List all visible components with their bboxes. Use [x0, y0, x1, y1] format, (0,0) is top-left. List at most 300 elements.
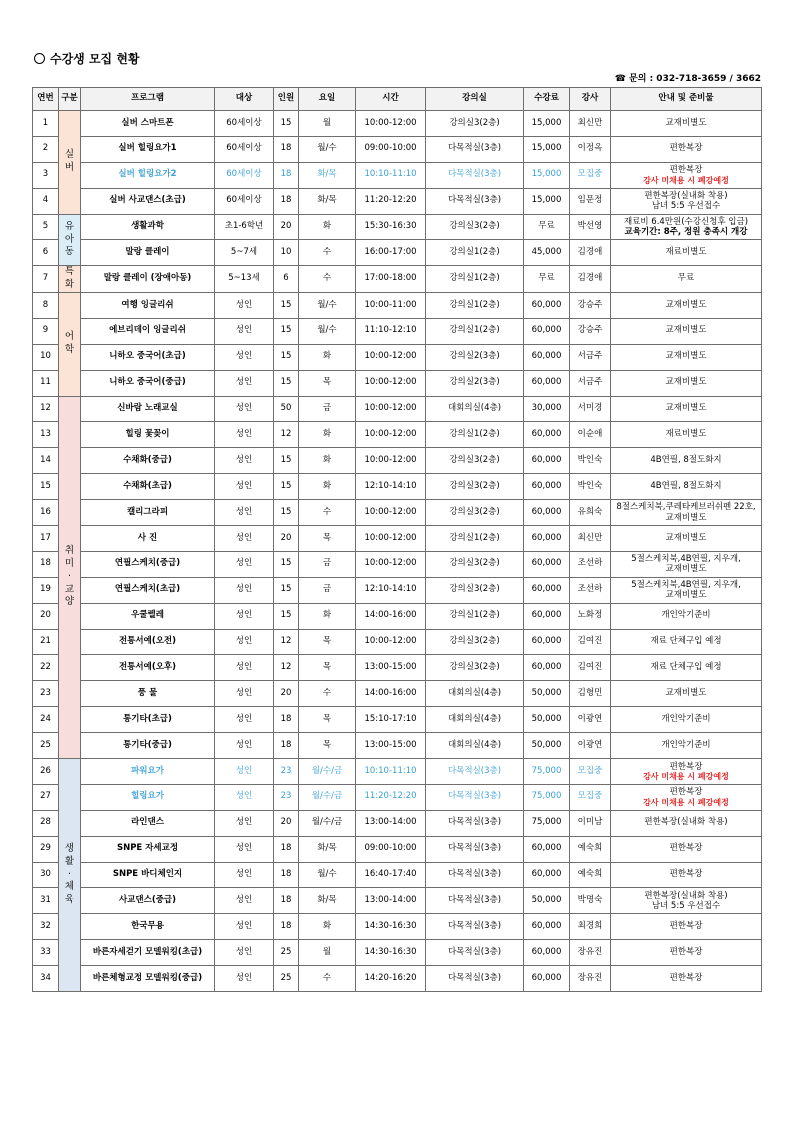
program-cell: 말랑 클레이 — [81, 240, 215, 266]
capacity-cell: 15 — [274, 344, 299, 370]
instructor-cell: 서금주 — [570, 370, 611, 396]
fee-cell: 60,000 — [524, 655, 570, 681]
table-row — [33, 266, 762, 293]
capacity-cell: 15 — [274, 370, 299, 396]
guide-cell — [611, 629, 762, 655]
capacity-cell: 20 — [274, 810, 299, 836]
guide-cell — [611, 759, 762, 785]
guide-cell — [611, 396, 762, 422]
target-cell: 성인 — [215, 759, 274, 785]
fee-cell: 75,000 — [524, 810, 570, 836]
fee-cell: 무료 — [524, 214, 570, 240]
capacity-cell: 12 — [274, 629, 299, 655]
capacity-cell: 15 — [274, 448, 299, 474]
target-cell: 60세이상 — [215, 162, 274, 188]
table-row — [33, 707, 762, 733]
guide-note: 4B연필, 8절도화지 — [650, 454, 722, 465]
time-cell: 13:00-15:00 — [356, 733, 426, 759]
instructor-cell: 강승주 — [570, 318, 611, 344]
target-cell: 성인 — [215, 422, 274, 448]
table-row — [33, 966, 762, 992]
guide-note: 개인악기준비 — [661, 610, 711, 621]
guide-note: 교재비별도 — [665, 377, 707, 388]
column-header: 요일 — [299, 88, 356, 111]
days-cell: 월/수/금 — [299, 810, 356, 836]
target-cell: 성인 — [215, 784, 274, 810]
guide-cell — [611, 344, 762, 370]
row-number-cell: 3 — [33, 162, 59, 188]
room-cell: 다목적실(3층) — [426, 862, 524, 888]
room-cell: 대회의실(4층) — [426, 733, 524, 759]
row-number-cell: 32 — [33, 914, 59, 940]
fee-cell: 60,000 — [524, 551, 570, 577]
target-cell: 성인 — [215, 966, 274, 992]
table-row — [33, 888, 762, 914]
guide-cell — [611, 551, 762, 577]
table-row — [33, 629, 762, 655]
days-cell: 화 — [299, 214, 356, 240]
guide-cell — [611, 136, 762, 162]
fee-cell: 60,000 — [524, 344, 570, 370]
room-cell: 다목적실(3층) — [426, 784, 524, 810]
table-row — [33, 603, 762, 629]
table-row — [33, 784, 762, 810]
instructor-cell: 장유진 — [570, 966, 611, 992]
time-cell: 13:00-14:00 — [356, 888, 426, 914]
capacity-cell: 18 — [274, 188, 299, 214]
instructor-cell: 노화정 — [570, 603, 611, 629]
room-cell: 다목적실(3층) — [426, 914, 524, 940]
guide-cell — [611, 784, 762, 810]
program-cell: 사 진 — [81, 525, 215, 551]
days-cell: 월 — [299, 940, 356, 966]
guide-cell — [611, 266, 762, 293]
instructor-cell: 김여진 — [570, 629, 611, 655]
room-cell: 강의실3(2층) — [426, 577, 524, 603]
row-number-cell: 28 — [33, 810, 59, 836]
guide-note: 교재비별도 — [665, 532, 707, 543]
guide-note: 편한복장 — [669, 843, 703, 854]
program-cell: SNPE 자세교정 — [81, 836, 215, 862]
room-cell: 다목적실(3층) — [426, 836, 524, 862]
category-label: 특화 — [64, 266, 75, 291]
guide-note: 교재비별도 — [665, 512, 707, 523]
guide-note: 교재비별도 — [665, 564, 707, 575]
time-cell: 14:00-16:00 — [356, 681, 426, 707]
target-cell: 성인 — [215, 603, 274, 629]
row-number-cell: 34 — [33, 966, 59, 992]
capacity-cell: 15 — [274, 500, 299, 526]
table-row — [33, 344, 762, 370]
column-header: 안내 및 준비물 — [611, 88, 762, 111]
time-cell: 14:30-16:30 — [356, 940, 426, 966]
days-cell: 화/목 — [299, 836, 356, 862]
capacity-cell: 25 — [274, 940, 299, 966]
time-cell: 11:10-12:10 — [356, 318, 426, 344]
target-cell: 성인 — [215, 551, 274, 577]
guide-note: 편한복장 — [669, 946, 703, 957]
row-number-cell: 21 — [33, 629, 59, 655]
row-number-cell: 23 — [33, 681, 59, 707]
capacity-cell: 18 — [274, 733, 299, 759]
days-cell: 목 — [299, 655, 356, 681]
fee-cell: 60,000 — [524, 292, 570, 318]
target-cell: 성인 — [215, 733, 274, 759]
table-row — [33, 759, 762, 785]
days-cell: 화 — [299, 603, 356, 629]
fee-cell: 60,000 — [524, 422, 570, 448]
instructor-cell: 장유진 — [570, 940, 611, 966]
row-number-cell: 2 — [33, 136, 59, 162]
category-label: 취미·교양 — [64, 545, 75, 608]
program-cell: 라인댄스 — [81, 810, 215, 836]
time-cell: 11:20-12:20 — [356, 784, 426, 810]
capacity-cell: 15 — [274, 318, 299, 344]
room-cell: 다목적실(3층) — [426, 888, 524, 914]
room-cell: 대회의실(4층) — [426, 396, 524, 422]
target-cell: 성인 — [215, 707, 274, 733]
time-cell: 16:40-17:40 — [356, 862, 426, 888]
days-cell: 수 — [299, 681, 356, 707]
row-number-cell: 20 — [33, 603, 59, 629]
room-cell: 다목적실(3층) — [426, 759, 524, 785]
table-row — [33, 940, 762, 966]
room-cell: 강의실1(2층) — [426, 422, 524, 448]
fee-cell: 50,000 — [524, 681, 570, 707]
room-cell: 다목적실(3층) — [426, 940, 524, 966]
time-cell: 10:00-12:00 — [356, 370, 426, 396]
target-cell: 성인 — [215, 655, 274, 681]
page-title-text: 수강생 모집 현황 — [50, 52, 140, 66]
fee-cell: 50,000 — [524, 888, 570, 914]
row-number-cell: 30 — [33, 862, 59, 888]
capacity-cell: 15 — [274, 292, 299, 318]
capacity-cell: 23 — [274, 784, 299, 810]
target-cell: 60세이상 — [215, 188, 274, 214]
table-row — [33, 914, 762, 940]
days-cell: 화 — [299, 344, 356, 370]
column-header: 강의실 — [426, 88, 524, 111]
instructor-cell: 최신만 — [570, 525, 611, 551]
guide-note: 교재비별도 — [665, 403, 707, 414]
guide-cell — [611, 370, 762, 396]
room-cell: 강의실3(2층) — [426, 448, 524, 474]
program-cell: 전통서예(오전) — [81, 629, 215, 655]
room-cell: 강의실1(2층) — [426, 318, 524, 344]
program-cell: 실버 힐링요가1 — [81, 136, 215, 162]
table-header-row — [33, 88, 762, 111]
program-cell: 니하오 중국어(초급) — [81, 344, 215, 370]
table-row — [33, 292, 762, 318]
time-cell: 10:00-12:00 — [356, 629, 426, 655]
fee-cell: 45,000 — [524, 240, 570, 266]
room-cell: 강의실2(3층) — [426, 344, 524, 370]
category-label: 실버 — [64, 149, 75, 174]
row-number-cell: 9 — [33, 318, 59, 344]
row-number-cell: 7 — [33, 266, 59, 293]
target-cell: 60세이상 — [215, 136, 274, 162]
column-header: 프로그램 — [81, 88, 215, 111]
table-row — [33, 370, 762, 396]
days-cell: 화 — [299, 448, 356, 474]
guide-cell — [611, 188, 762, 214]
guide-cell — [611, 448, 762, 474]
capacity-cell: 50 — [274, 396, 299, 422]
time-cell: 10:00-12:00 — [356, 344, 426, 370]
room-cell: 강의실1(2층) — [426, 525, 524, 551]
fee-cell: 무료 — [524, 266, 570, 293]
capacity-cell: 10 — [274, 240, 299, 266]
room-cell: 강의실3(2층) — [426, 500, 524, 526]
program-cell: 수채화(중급) — [81, 448, 215, 474]
guide-cell — [611, 318, 762, 344]
guide-note: 개인악기준비 — [661, 739, 711, 750]
days-cell: 목 — [299, 370, 356, 396]
target-cell: 성인 — [215, 344, 274, 370]
row-number-cell: 10 — [33, 344, 59, 370]
days-cell: 월/수 — [299, 136, 356, 162]
program-cell: 실버 스마트폰 — [81, 111, 215, 137]
capacity-cell: 15 — [274, 577, 299, 603]
program-cell: 전통서예(오후) — [81, 655, 215, 681]
guide-cell — [611, 810, 762, 836]
instructor-cell: 김경애 — [570, 240, 611, 266]
category-label: 생활·체육 — [64, 842, 75, 906]
fee-cell: 60,000 — [524, 966, 570, 992]
guide-note: 편한복장 — [669, 869, 703, 880]
column-header: 시간 — [356, 88, 426, 111]
time-cell: 10:00-12:00 — [356, 448, 426, 474]
capacity-cell: 6 — [274, 266, 299, 293]
row-number-cell: 4 — [33, 188, 59, 214]
fee-cell: 60,000 — [524, 629, 570, 655]
program-cell: 사교댄스(중급) — [81, 888, 215, 914]
fee-cell: 60,000 — [524, 603, 570, 629]
time-cell: 13:00-14:00 — [356, 810, 426, 836]
guide-note: 재료 단체구입 예정 — [650, 662, 722, 672]
guide-cell — [611, 603, 762, 629]
circle-bullet-icon — [34, 53, 45, 64]
days-cell: 화 — [299, 914, 356, 940]
guide-note: 편한복장 — [669, 165, 703, 176]
row-number-cell: 27 — [33, 784, 59, 810]
program-cell: 실버 힐링요가2 — [81, 162, 215, 188]
guide-note: 편한복장 — [669, 761, 703, 772]
table-row — [33, 551, 762, 577]
room-cell: 강의실3(2층) — [426, 551, 524, 577]
instructor-cell: 강승주 — [570, 292, 611, 318]
cancellation-warning: 강사 미채용 시 폐강예정 — [643, 771, 729, 781]
room-cell: 강의실2(3층) — [426, 370, 524, 396]
time-cell: 13:00-15:00 — [356, 655, 426, 681]
days-cell: 화/목 — [299, 162, 356, 188]
guide-cell — [611, 525, 762, 551]
program-cell: 풍 물 — [81, 681, 215, 707]
time-cell: 11:20-12:20 — [356, 188, 426, 214]
instructor-cell: 모집중 — [570, 784, 611, 810]
guide-note: 편한복장 — [669, 143, 703, 154]
target-cell: 성인 — [215, 940, 274, 966]
guide-cell — [611, 707, 762, 733]
row-number-cell: 25 — [33, 733, 59, 759]
table-row — [33, 111, 762, 137]
room-cell: 강의실1(2층) — [426, 292, 524, 318]
contact-info: ☎ 문의 : 032-718-3659 / 3662 — [614, 74, 761, 84]
target-cell: 성인 — [215, 888, 274, 914]
instructor-cell: 박인숙 — [570, 474, 611, 500]
instructor-cell: 서미경 — [570, 396, 611, 422]
days-cell: 금 — [299, 396, 356, 422]
guide-cell — [611, 733, 762, 759]
row-number-cell: 24 — [33, 707, 59, 733]
instructor-cell: 이광연 — [570, 733, 611, 759]
guide-note: 개인악기준비 — [661, 713, 711, 724]
capacity-cell: 15 — [274, 474, 299, 500]
guide-note: 재료비별도 — [665, 247, 707, 258]
table-row — [33, 188, 762, 214]
target-cell: 초1-6학년 — [215, 214, 274, 240]
program-cell: 통기타(중급) — [81, 733, 215, 759]
days-cell: 화 — [299, 474, 356, 500]
days-cell: 월/수 — [299, 862, 356, 888]
guide-note: 남녀 5:5 우선접수 — [651, 900, 721, 911]
guide-note: 편한복장(실내화 착용) — [644, 817, 728, 828]
days-cell: 수 — [299, 500, 356, 526]
days-cell: 화/목 — [299, 188, 356, 214]
row-number-cell: 12 — [33, 396, 59, 422]
target-cell: 성인 — [215, 914, 274, 940]
time-cell: 10:10-11:10 — [356, 759, 426, 785]
capacity-cell: 12 — [274, 655, 299, 681]
capacity-cell: 15 — [274, 603, 299, 629]
guide-note: 8절스케치북,쿠레타케브러쉬펜 22호, — [616, 502, 756, 513]
row-number-cell: 14 — [33, 448, 59, 474]
instructor-cell: 이순애 — [570, 422, 611, 448]
capacity-cell: 15 — [274, 551, 299, 577]
guide-note: 남녀 5:5 우선접수 — [651, 201, 721, 212]
capacity-cell: 20 — [274, 681, 299, 707]
guide-note: 편한복장 — [669, 787, 703, 798]
target-cell: 성인 — [215, 318, 274, 344]
program-cell: 힐링요가 — [81, 784, 215, 810]
fee-cell: 60,000 — [524, 370, 570, 396]
fee-cell: 15,000 — [524, 162, 570, 188]
guide-cell — [611, 966, 762, 992]
guide-note: 교재비별도 — [665, 325, 707, 336]
instructor-cell: 박명숙 — [570, 888, 611, 914]
capacity-cell: 20 — [274, 214, 299, 240]
target-cell: 성인 — [215, 810, 274, 836]
days-cell: 수 — [299, 240, 356, 266]
room-cell: 강의실3(2층) — [426, 111, 524, 137]
guide-note: 교재비별도 — [665, 590, 707, 601]
table-row — [33, 214, 762, 240]
fee-cell: 60,000 — [524, 836, 570, 862]
program-cell: 바른자세걷기 모델워킹(초급) — [81, 940, 215, 966]
days-cell: 목 — [299, 733, 356, 759]
category-cell — [59, 214, 81, 266]
program-cell: 신바람 노래교실 — [81, 396, 215, 422]
table-row — [33, 448, 762, 474]
guide-note: 편한복장 — [669, 972, 703, 983]
target-cell: 성인 — [215, 862, 274, 888]
target-cell: 성인 — [215, 370, 274, 396]
room-cell: 다목적실(3층) — [426, 810, 524, 836]
time-cell: 15:30-16:30 — [356, 214, 426, 240]
room-cell: 강의실3(2층) — [426, 474, 524, 500]
instructor-cell: 박선영 — [570, 214, 611, 240]
enrollment-table — [32, 87, 762, 992]
cancellation-warning: 강사 미채용 시 폐강예정 — [643, 797, 729, 807]
instructor-cell: 모집중 — [570, 162, 611, 188]
column-header: 인원 — [274, 88, 299, 111]
row-number-cell: 26 — [33, 759, 59, 785]
instructor-cell: 김경애 — [570, 266, 611, 293]
days-cell: 화 — [299, 422, 356, 448]
row-number-cell: 17 — [33, 525, 59, 551]
capacity-cell: 18 — [274, 888, 299, 914]
guide-note: 5절스케치북,4B연필, 지우개, — [631, 554, 741, 565]
fee-cell: 30,000 — [524, 396, 570, 422]
time-cell: 10:00-12:00 — [356, 396, 426, 422]
capacity-cell: 20 — [274, 525, 299, 551]
program-cell: 실버 사교댄스(초급) — [81, 188, 215, 214]
capacity-cell: 18 — [274, 914, 299, 940]
room-cell: 대회의실(4층) — [426, 681, 524, 707]
target-cell: 60세이상 — [215, 111, 274, 137]
cancellation-warning: 강사 미채용 시 폐강예정 — [643, 175, 729, 185]
guide-cell — [611, 862, 762, 888]
instructor-cell: 서금주 — [570, 344, 611, 370]
program-cell: 바른체형교정 모델워킹(중급) — [81, 966, 215, 992]
capacity-cell: 18 — [274, 862, 299, 888]
row-number-cell: 22 — [33, 655, 59, 681]
fee-cell: 50,000 — [524, 733, 570, 759]
fee-cell: 60,000 — [524, 577, 570, 603]
row-number-cell: 15 — [33, 474, 59, 500]
guide-note: 교재비별도 — [665, 299, 707, 310]
guide-note: 교재비별도 — [665, 117, 707, 128]
row-number-cell: 29 — [33, 836, 59, 862]
time-cell: 17:00-18:00 — [356, 266, 426, 293]
capacity-cell: 18 — [274, 136, 299, 162]
instructor-cell: 예숙희 — [570, 836, 611, 862]
row-number-cell: 31 — [33, 888, 59, 914]
table-row — [33, 577, 762, 603]
table-row — [33, 136, 762, 162]
guide-note: 재료 단체구입 예정 — [650, 636, 722, 647]
days-cell: 수 — [299, 966, 356, 992]
time-cell: 10:00-12:00 — [356, 111, 426, 137]
capacity-cell: 25 — [274, 966, 299, 992]
instructor-cell: 최경희 — [570, 914, 611, 940]
target-cell: 5~7세 — [215, 240, 274, 266]
instructor-cell: 이정옥 — [570, 136, 611, 162]
fee-cell: 15,000 — [524, 111, 570, 137]
fee-cell: 60,000 — [524, 318, 570, 344]
room-cell: 강의실1(2층) — [426, 603, 524, 629]
row-number-cell: 11 — [33, 370, 59, 396]
table-row — [33, 655, 762, 681]
instructor-cell: 이광연 — [570, 707, 611, 733]
fee-cell: 60,000 — [524, 500, 570, 526]
program-cell: 힐링 꽃꽂이 — [81, 422, 215, 448]
instructor-cell: 최신만 — [570, 111, 611, 137]
guide-cell — [611, 240, 762, 266]
capacity-cell: 18 — [274, 707, 299, 733]
room-cell: 강의실1(2층) — [426, 240, 524, 266]
target-cell: 성인 — [215, 629, 274, 655]
